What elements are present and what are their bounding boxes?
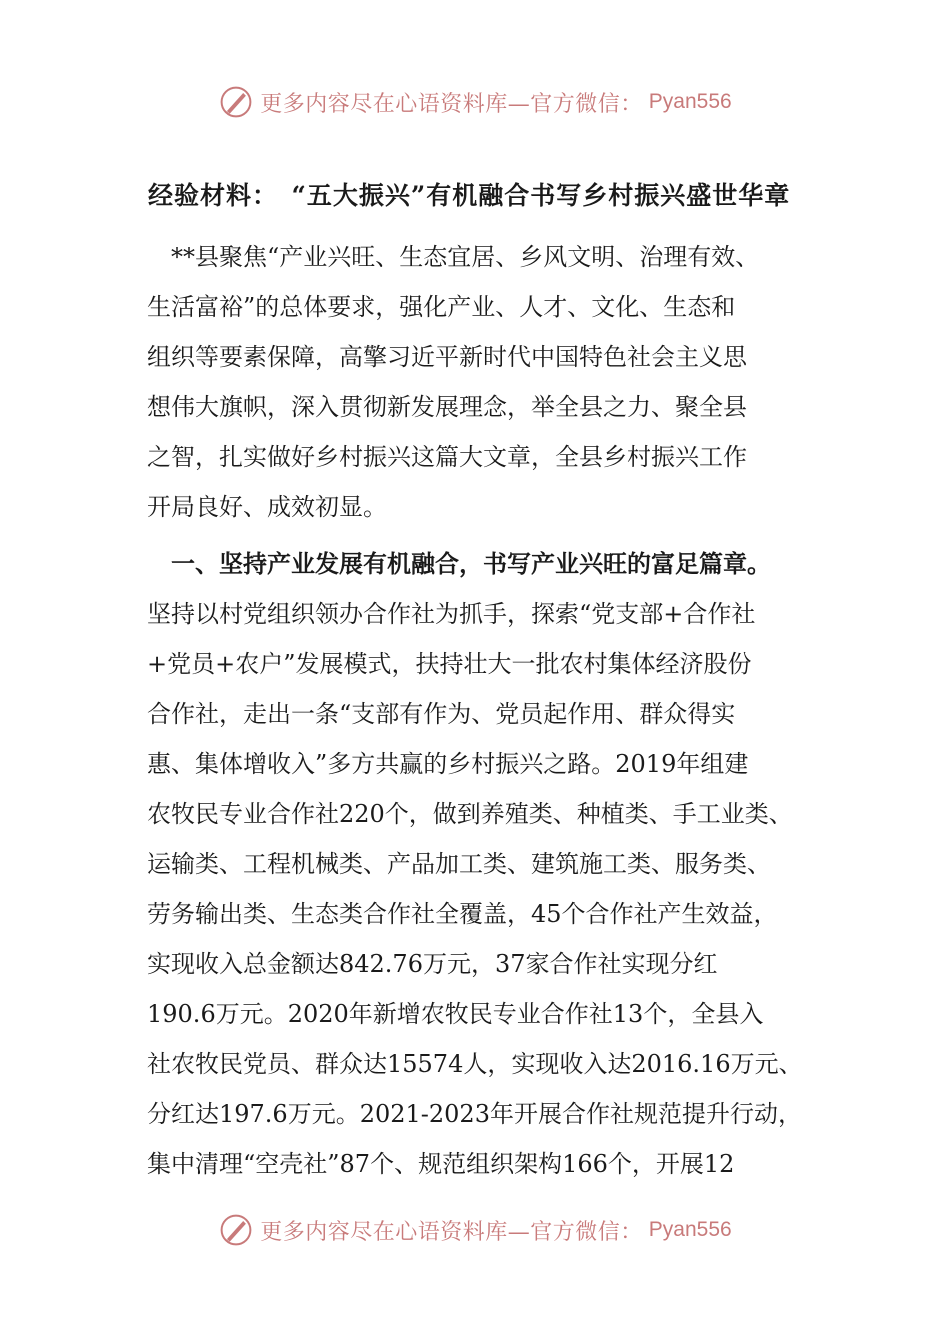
text-line: 社农牧民党员、群众达15574人，实现收入达2016.16万元、 [147, 1050, 803, 1078]
text-line: 生活富裕”的总体要求，强化产业、人才、文化、生态和 [147, 293, 736, 321]
text-line: 开局良好、成效初显。 [147, 493, 387, 521]
text-line: 坚持以村党组织领办合作社为抓手，探索“党支部+合作社 [147, 600, 756, 628]
text-line: 运输类、工程机械类、产品加工类、建筑施工类、服务类、 [147, 850, 771, 878]
section-heading: 一、坚持产业发展有机融合，书写产业兴旺的富足篇章。 [147, 549, 771, 578]
pen-logo-icon [218, 1212, 254, 1248]
text-line: 之智，扎实做好乡村振兴这篇大文章，全县乡村振兴工作 [147, 443, 747, 471]
pen-logo-icon [218, 84, 254, 120]
text-line: 惠、集体增收入”多方共赢的乡村振兴之路。2019年组建 [147, 750, 749, 778]
watermark-text: 更多内容尽在心语资料库—官方微信： [260, 91, 643, 117]
watermark-footer [0, 1212, 950, 1248]
text-line: 合作社，走出一条“支部有作为、党员起作用、群众得实 [147, 700, 736, 728]
text-line: 农牧民专业合作社220个，做到养殖类、种植类、手工业类、 [147, 800, 793, 828]
text-line: 劳务输出类、生态类合作社全覆盖，45个合作社产生效益， [147, 900, 778, 928]
watermark-id: Pyan556 [648, 90, 732, 113]
watermark-id: Pyan556 [648, 1218, 732, 1241]
text-line: **县聚焦“产业兴旺、生态宜居、乡风文明、治理有效、 [147, 243, 760, 271]
text-line: +党员+农户”发展模式，扶持壮大一批农村集体经济股份 [147, 650, 752, 678]
text-line: 集中清理“空壳社”87个、规范组织架构166个，开展12 [147, 1150, 735, 1178]
text-line: 想伟大旗帜，深入贯彻新发展理念，举全县之力、聚全县 [147, 393, 747, 421]
text-line: 190.6万元。2020年新增农牧民专业合作社13个，全县入 [147, 1000, 764, 1028]
text-line: 组织等要素保障，高擎习近平新时代中国特色社会主义思 [147, 343, 747, 371]
text-line: 分红达197.6万元。2021-2023年开展合作社规范提升行动， [147, 1100, 802, 1128]
watermark-header [0, 84, 950, 120]
text-line: 实现收入总金额达842.76万元，37家合作社实现分红 [147, 950, 718, 978]
document-title: 经验材料： “五大振兴”有机融合书写乡村振兴盛世华章 [148, 181, 791, 210]
watermark-text: 更多内容尽在心语资料库—官方微信： [260, 1219, 643, 1245]
